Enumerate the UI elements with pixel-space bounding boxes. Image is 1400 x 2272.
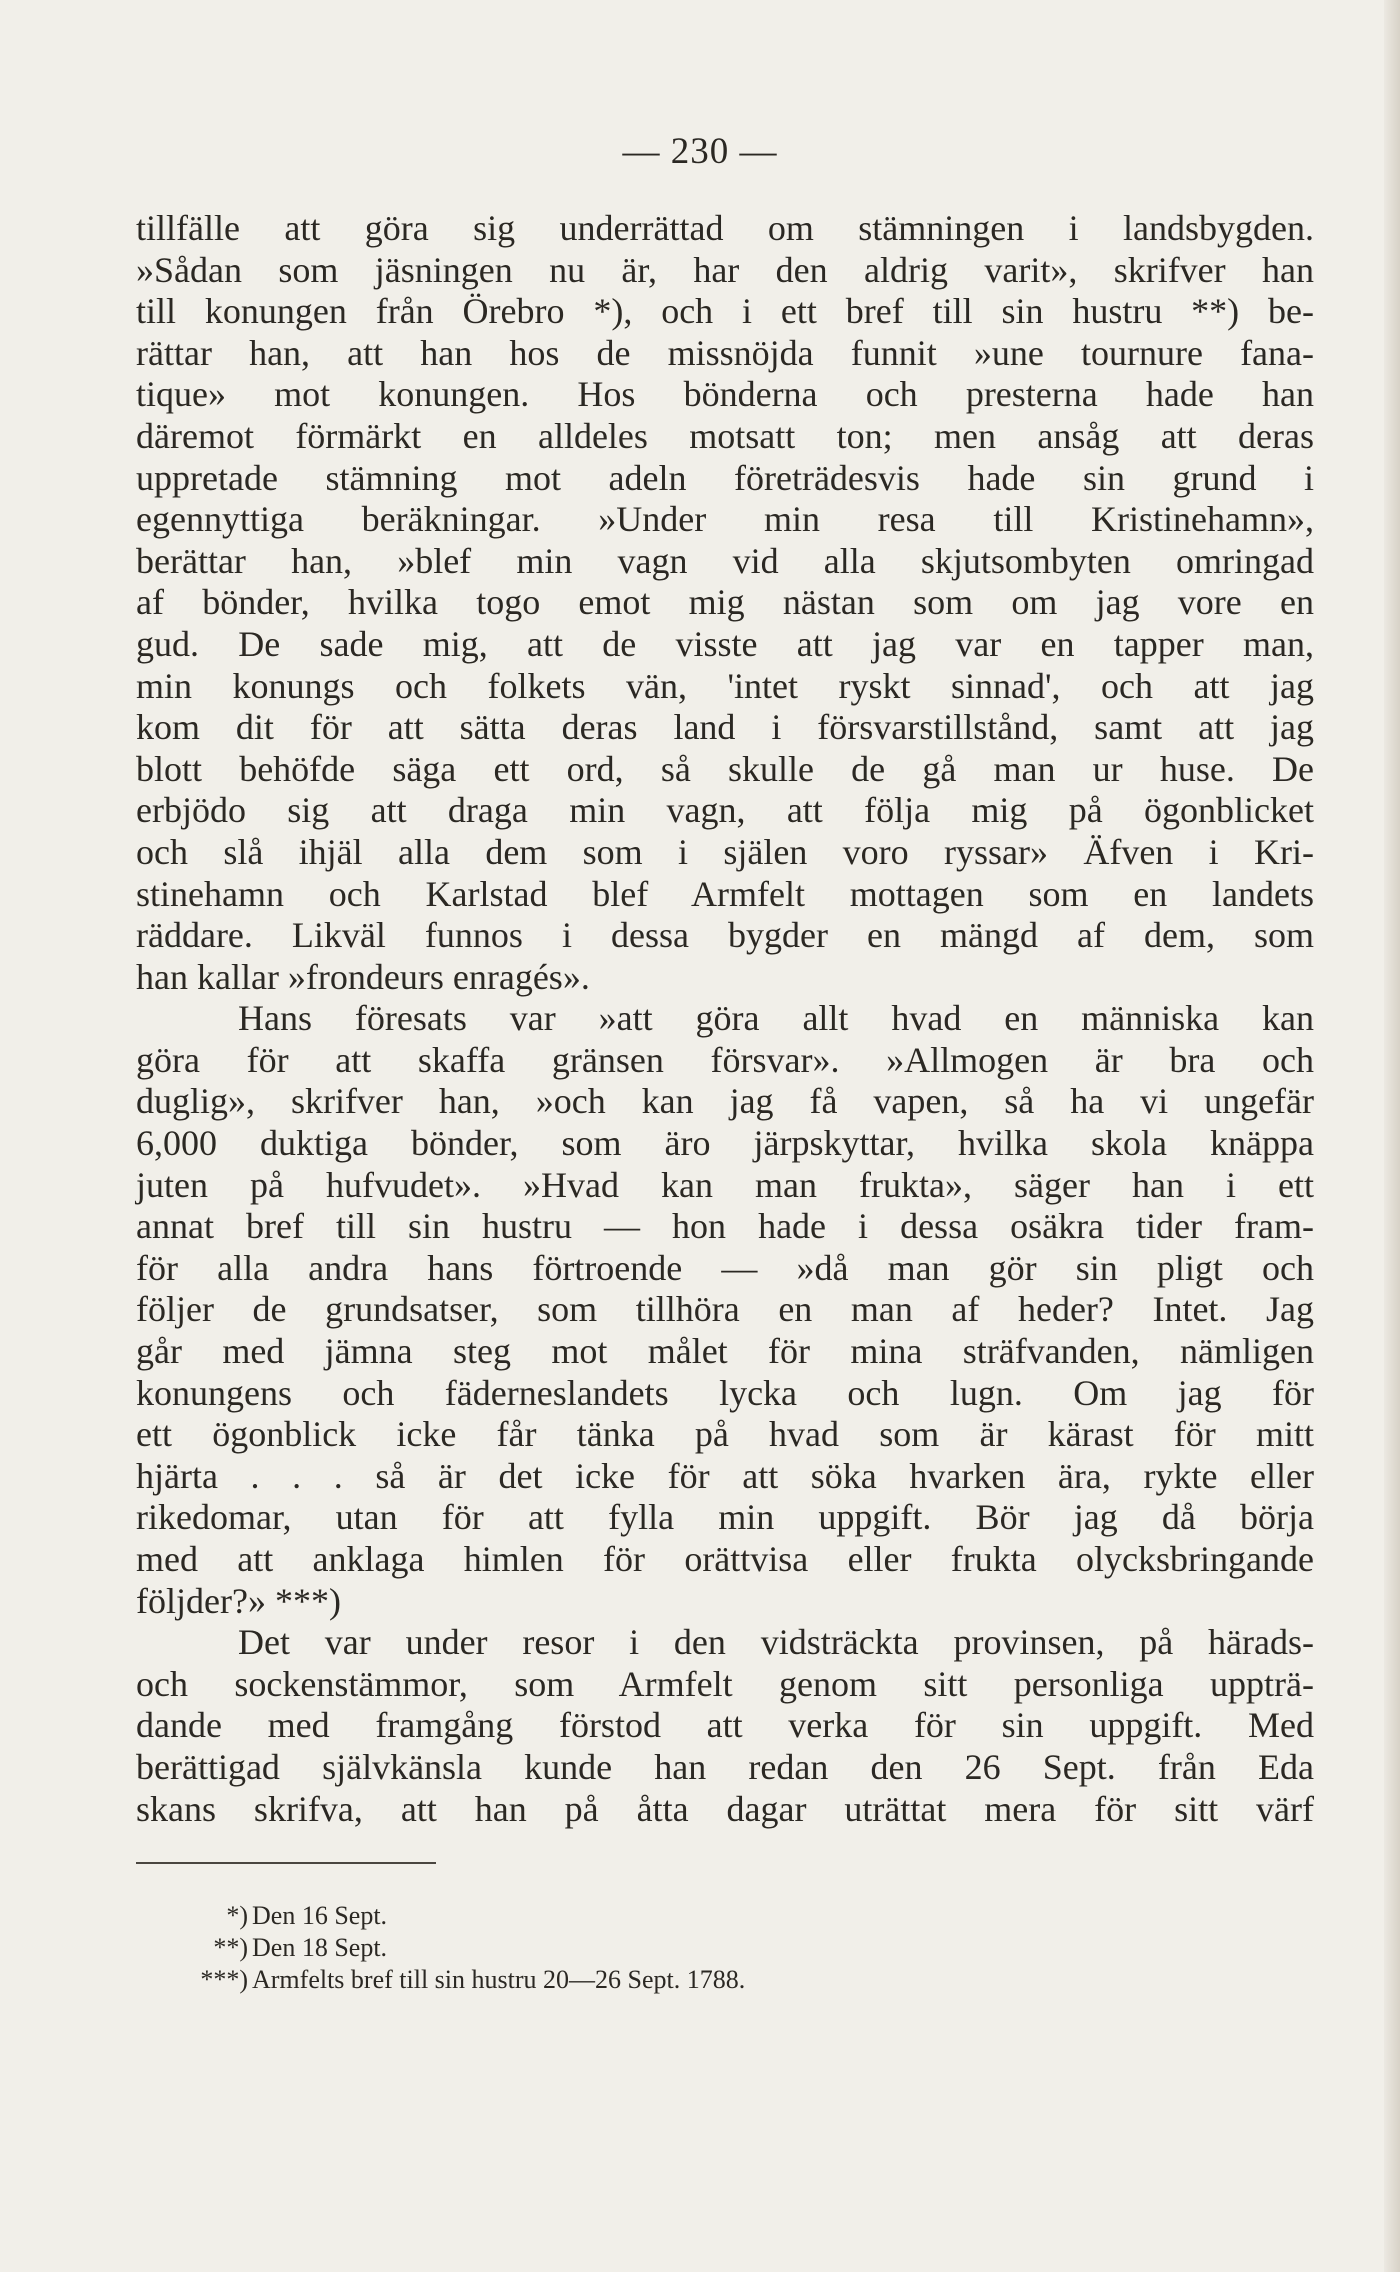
text-line: med att anklaga himlen för orättvisa eller frukta olycksbringande [136,1539,1314,1579]
footnote [210,1932,1110,1964]
text-line: gud. De sade mig, att de visste att jag var en tapper man, [136,623,1314,664]
text-line: hjärta . . . så är det icke för att söka hvarken ära, rykte eller [136,1455,1314,1496]
text-line: erbjödo sig att draga min vagn, att följa mig på ögonblicket [136,790,1314,831]
text-line: Det var under resor i den vidsträckta provinsen, på härads- [238,1622,1314,1663]
text-line: annat bref till sin hustru — hon hade i dessa osäkra tider fram- [136,1206,1314,1247]
text-line: och sockenstämmor, som Armfelt genom sitt personliga uppträ- [136,1663,1314,1704]
text-line: konungens och fäderneslandets lycka och lugn. Om jag för [136,1372,1314,1413]
text-line: kom dit för att sätta deras land i försvarstillstånd, samt att jag [136,707,1314,748]
text-line: egennyttiga beräkningar. »Under min resa till Kristinehamn», [136,499,1314,540]
text-line: ett ögonblick icke får tänka på hvad som är kärast för mitt [136,1414,1314,1455]
text-line: duglig», skrifver han, »och kan jag få vapen, så ha vi ungefär [136,1081,1314,1122]
text-line: går med jämna steg mot målet för mina sträfvanden, nämligen [136,1331,1314,1372]
page-number: — 230 — [622,131,778,172]
text-line: han kallar »frondeurs enragés». [136,956,590,997]
text-line: rikedomar, utan för att fylla min uppgift. Bör jag då börja [136,1497,1314,1538]
text-line: min konungs och folkets vän, 'intet ryskt sinnad', och att jag [136,665,1314,706]
footnote-text: Den 16 Sept. [252,1901,388,1930]
text-line: däremot förmärkt en alldeles motsatt ton; men ansåg att deras [136,415,1314,456]
text-line: till konungen från Örebro *), och i ett bref till sin hustru **) be- [136,291,1314,332]
text-line: juten på hufvudet». »Hvad kan man frukta», säger han i ett [136,1164,1314,1205]
footnote [210,1900,1110,1932]
footnote-mark: ***) [200,1965,248,1994]
footnote-text: Armfelts bref till sin hustru 20—26 Sept. 1788. [252,1965,746,1994]
footnote [200,1964,1110,1996]
text-line: räddare. Likväl funnos i dessa bygder en mängd af dem, som [136,915,1314,956]
text-line: berättigad självkänsla kunde han redan den 26 Sept. från Eda [136,1746,1314,1787]
text-line: 6,000 duktiga bönder, som äro järpskyttar, hvilka skola knäppa [136,1123,1314,1164]
text-line: af bönder, hvilka togo emot mig nästan som om jag vore en [136,582,1314,623]
page-edge [1384,0,1400,2272]
text-line: tillfälle att göra sig underrättad om stämningen i landsbygden. [136,208,1314,248]
text-line: berättar han, »blef min vagn vid alla skjutsombyten omringad [136,540,1314,581]
text-line: tique» mot konungen. Hos bönderna och presterna hade han [136,374,1314,415]
text-line: blott behöfde säga ett ord, så skulle de gå man ur huse. De [136,748,1314,789]
footnote-text: Den 18 Sept. [252,1933,388,1962]
footnote-mark: *) [226,1901,248,1930]
text-line: uppretade stämning mot adeln företrädesvis hade sin grund i [136,457,1314,498]
body-text [136,208,1314,1830]
footnotes [200,1900,1110,1996]
text-line: för alla andra hans förtroende — »då man gör sin pligt och [136,1247,1314,1288]
text-line: dande med framgång förstod att verka för sin uppgift. Med [136,1705,1314,1746]
text-line: rättar han, att han hos de missnöjda funnit »une tournure fana- [136,332,1314,373]
footnote-mark: **) [213,1933,248,1962]
text-line: och slå ihjäl alla dem som i själen voro ryssar» Äfven i Kri- [136,831,1314,872]
text-line: Hans föresats var »att göra allt hvad en människa kan [238,998,1314,1039]
text-line: följder?» ***) [136,1580,341,1621]
text-line: stinehamn och Karlstad blef Armfelt mottagen som en landets [136,873,1314,914]
text-line: »Sådan som jäsningen nu är, har den aldrig varit», skrifver han [136,249,1314,290]
text-line: följer de grundsatser, som tillhöra en man af heder? Intet. Jag [136,1289,1314,1330]
text-line: göra för att skaffa gränsen försvar». »Allmogen är bra och [136,1039,1314,1080]
footnote-divider [136,1862,436,1864]
text-line: skans skrifva, att han på åtta dagar uträttat mera för sitt värf [136,1788,1314,1829]
